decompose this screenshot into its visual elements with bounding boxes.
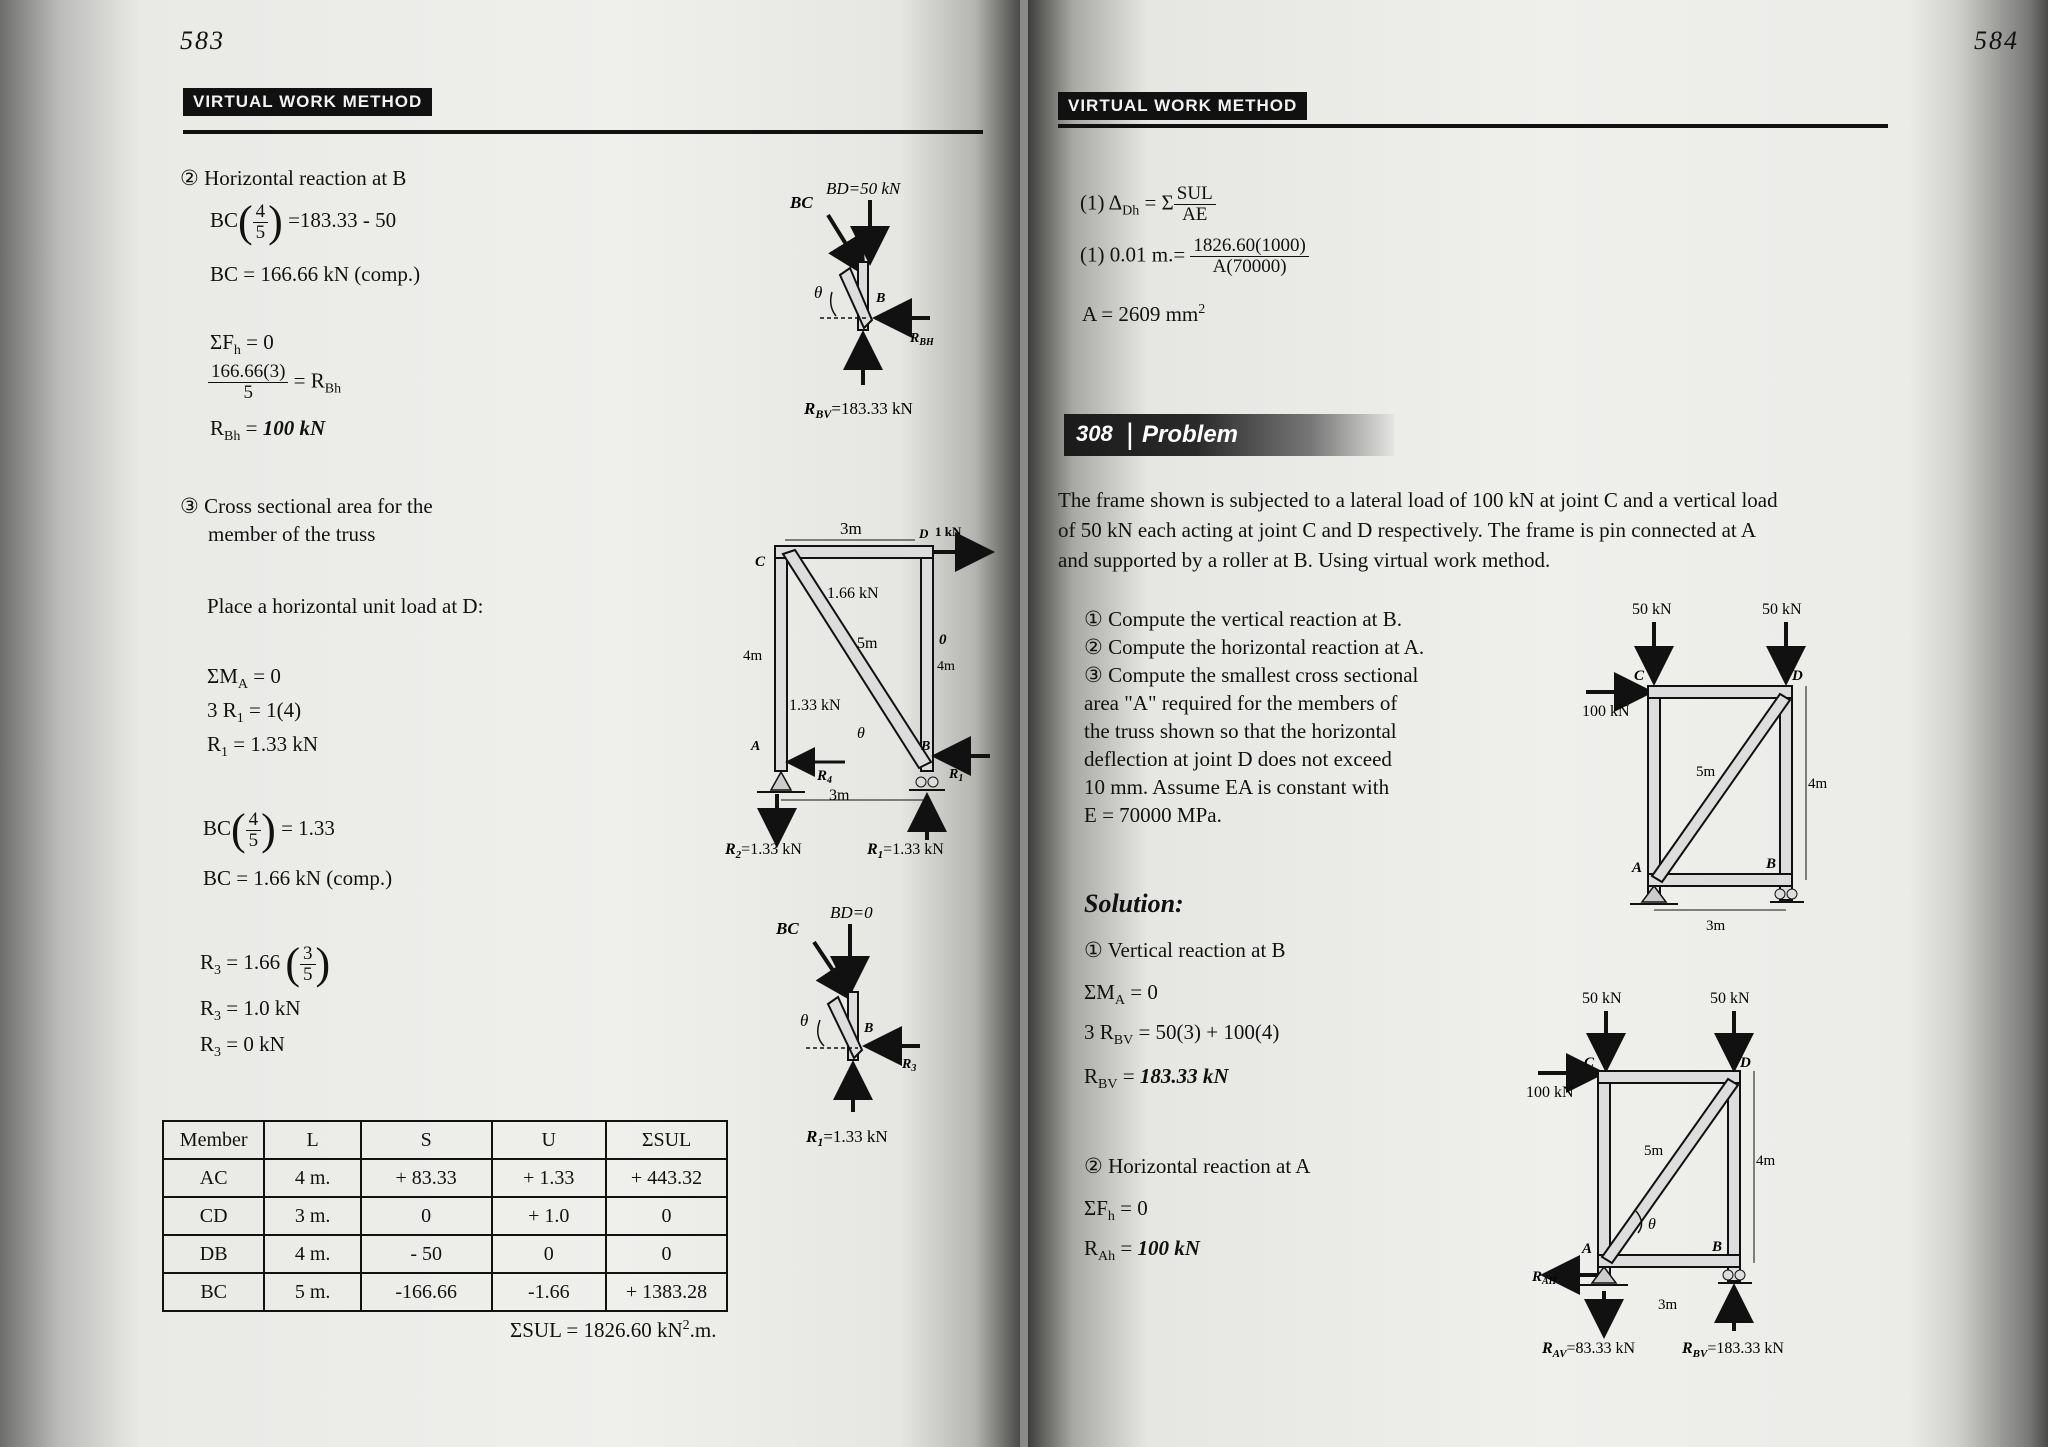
table-cell: 4 m. (264, 1235, 361, 1273)
table-cell: BC (163, 1273, 264, 1311)
label-c: C (755, 554, 766, 570)
label-5m: 5m (857, 635, 878, 652)
step3-title-line1: ③ Cross sectional area for the (180, 494, 433, 518)
table-cell: + 1.0 (492, 1197, 607, 1235)
table-cell: + 1.33 (492, 1159, 607, 1197)
table-cell: 0 (361, 1197, 492, 1235)
problem-text-line: and supported by a roller at B. Using virtual work method. (1058, 548, 1551, 572)
left-page (0, 0, 1020, 1447)
free-body-diagram-b (780, 170, 980, 420)
members-table (162, 1120, 728, 1312)
task-line: ① Compute the vertical reaction at B. (1084, 607, 1402, 631)
label-unit-load: 1 kN (935, 524, 962, 539)
step1-eq2: 3 $R_{BV} = 50(3) + 100(4)$ (1084, 1020, 1280, 1049)
problem-heading (1064, 414, 1394, 456)
table-cell: 0 (492, 1235, 607, 1273)
label-5m: 5m (1696, 764, 1716, 780)
table-cell: + 443.32 (606, 1159, 727, 1197)
label-100kn: 100 kN (1526, 1084, 1574, 1101)
step2-eq2: $R_{Ah} = 100$ kN (1084, 1236, 1200, 1265)
step2-eq1: $\Sigma F_h = 0$ (1084, 1196, 1148, 1225)
table-cell: -166.66 (361, 1273, 492, 1311)
eq-r3-result2: $R_3 = 0$ kN (200, 1032, 285, 1061)
label-c: C (1634, 668, 1645, 684)
table-cell: 0 (606, 1235, 727, 1273)
divider: | (1126, 418, 1134, 451)
step3-title-line2: member of the truss (208, 522, 376, 546)
label-100kn: 100 kN (1582, 703, 1630, 720)
label-right-4m: 4m (937, 659, 955, 674)
page-number: 584 (1974, 26, 2019, 55)
header-rule (1058, 124, 1888, 128)
label-3m: 3m (1658, 1297, 1678, 1313)
table-header: L (264, 1121, 361, 1159)
label-b: B (1766, 856, 1777, 872)
problem-text-line: of 50 kN each acting at joint C and D respectively. The frame is pin connected at A (1058, 518, 1757, 542)
problem-frame-diagram (1548, 590, 1848, 940)
task-line: the truss shown so that the horizontal (1084, 719, 1397, 743)
step2-title: ② Horizontal reaction at A (1084, 1154, 1311, 1178)
label-50kn-d: 50 kN (1710, 990, 1750, 1007)
table-cell: 4 m. (264, 1159, 361, 1197)
table-cell: 5 m. (264, 1273, 361, 1311)
label-bottom-3m: 3m (829, 787, 850, 804)
table-header: S (361, 1121, 492, 1159)
eq-frac-rbh: $\frac{166.66(3)}{5}$ = $R_{Bh}$ (208, 362, 341, 403)
eq-bc-result: BC = 166.66 kN (comp.) (210, 262, 421, 286)
label-bd: BD=0 (830, 903, 873, 922)
page-number: 583 (180, 26, 225, 55)
header-badge: VIRTUAL WORK METHOD (1058, 92, 1307, 120)
label-a: A (1582, 1241, 1593, 1257)
eq-bc2-result: BC = 1.66 kN (comp.) (203, 866, 393, 890)
label-r1: $R_1=1.33$ kN (867, 841, 944, 861)
eq-r3-result1: $R_3 = 1.0$ kN (200, 996, 301, 1025)
eq-sum-fh: $\Sigma F_h = 0$ (210, 330, 274, 359)
label-b: B (864, 1021, 874, 1036)
place-unit-load: Place a horizontal unit load at D: (207, 594, 484, 618)
label-d: D (919, 526, 929, 541)
eq-3r1: 3 $R_1 = 1(4)$ (207, 698, 302, 727)
label-b: B (921, 739, 931, 754)
problem-number: 308 (1076, 421, 1113, 446)
label-5m: 5m (1644, 1143, 1664, 1159)
label-r1-side: $R_1$ (949, 767, 964, 784)
label-rav: $R_{AV}=83.33$ kN (1542, 1340, 1636, 1360)
task-line: E = 70000 MPa. (1084, 803, 1222, 827)
label-d: D (1740, 1055, 1751, 1071)
problem-text-line: The frame shown is subjected to a lateral load of 100 kN at joint C and a vertical load (1058, 488, 1778, 512)
step2-title: ② Horizontal reaction at B (180, 166, 407, 190)
solution-title: Solution: (1084, 889, 1184, 918)
solution-frame-diagram (1498, 975, 1848, 1365)
label-c: C (1584, 1055, 1595, 1071)
label-theta: θ (814, 283, 823, 302)
label-rah: $R_{AH}$ (1532, 1269, 1557, 1287)
eq-area: A = 2609 $mm^2$ (1082, 302, 1206, 326)
table-cell: -1.66 (492, 1273, 607, 1311)
task-line: 10 mm. Assume EA is constant with (1084, 775, 1390, 799)
task-line: ② Compute the horizontal reaction at A. (1084, 635, 1425, 659)
label-bc: BC (776, 919, 799, 938)
label-d-zero: 0 (939, 632, 947, 648)
table-cell: DB (163, 1235, 264, 1273)
label-r3: $R_3$ (902, 1057, 917, 1074)
table-header: ΣSUL (606, 1121, 727, 1159)
table-cell: - 50 (361, 1235, 492, 1273)
table-cell: + 83.33 (361, 1159, 492, 1197)
label-theta: θ (800, 1011, 809, 1030)
label-left-4m: 4m (743, 648, 763, 664)
eq-sum-ma: $\Sigma M_A = 0$ (207, 664, 281, 693)
eq-deflection: (1) 0.01 m.= $\frac{1826.60(1000)}{A(70000)}$ (1080, 236, 1309, 277)
label-d: D (1792, 668, 1803, 684)
label-theta: θ (1648, 1216, 1656, 1233)
step1-eq3: $R_{BV} = 183.33$ kN (1084, 1064, 1229, 1093)
label-4m: 4m (1808, 776, 1828, 792)
eq-bc2: BC( $\frac{4}{5}$ ) = 1.33 (203, 805, 335, 854)
label-bd: BD=50 kN (826, 179, 901, 198)
table-cell: 0 (606, 1197, 727, 1235)
eq-bc: BC( $\frac{4}{5}$ ) =183.33 - 50 (210, 197, 397, 246)
label-bc: BC (790, 193, 813, 212)
label-a: A (751, 739, 761, 754)
table-row (163, 1197, 727, 1235)
label-a: A (1632, 860, 1643, 876)
task-line: ③ Compute the smallest cross sectional (1084, 663, 1419, 687)
table-row (163, 1273, 727, 1311)
table-row (163, 1235, 727, 1273)
label-theta: θ (857, 725, 865, 742)
table-header: U (492, 1121, 607, 1159)
label-rbv: $R_{BV}=183.33$ kN (804, 399, 913, 420)
label-133: 1.33 kN (789, 697, 841, 714)
table-cell: + 1383.28 (606, 1273, 727, 1311)
step1-title: ① Vertical reaction at B (1084, 938, 1286, 962)
label-r1: $R_1=1.33$ kN (806, 1127, 888, 1149)
eq-r3: $R_3 = 1.66$ ( $\frac{3}{5}$ ) (200, 939, 331, 988)
label-50kn-c: 50 kN (1582, 990, 1622, 1007)
task-line: deflection at joint D does not exceed (1084, 747, 1392, 771)
table-header-row (163, 1121, 727, 1159)
header-rule (183, 130, 983, 134)
eq-rbh: $R_{Bh} = 100$ kN (210, 416, 326, 445)
free-body-diagram-b-unit (770, 900, 980, 1150)
table-cell: AC (163, 1159, 264, 1197)
table-header: Member (163, 1121, 264, 1159)
label-r4: $R_4$ (817, 768, 833, 786)
label-4m: 4m (1756, 1153, 1776, 1169)
table-cell: 3 m. (264, 1197, 361, 1235)
label-r2: $R_2=1.33$ kN (725, 841, 802, 861)
right-page (1028, 0, 2048, 1447)
label-b: B (876, 291, 886, 306)
label-rbh: $R_{BH}$ (910, 331, 934, 348)
label-top-3m: 3m (840, 519, 862, 538)
task-line: area "A" required for the members of (1084, 691, 1398, 715)
label-3m: 3m (1706, 918, 1726, 934)
label-rbv: $R_{BV}=183.33$ kN (1682, 1340, 1784, 1360)
table-cell: CD (163, 1197, 264, 1235)
eq-r1: $R_1 = 1.33$ kN (207, 732, 319, 761)
step1-eq1: $\Sigma M_A = 0$ (1084, 980, 1158, 1009)
label-b: B (1712, 1239, 1723, 1255)
label-50kn-d: 50 kN (1762, 601, 1802, 618)
table-row (163, 1159, 727, 1197)
truss-unit-load-diagram (725, 510, 995, 870)
eq-delta: (1) $\Delta_{Dh} = \Sigma$ $\frac{\text{SUL}}{AE}$ (1080, 184, 1216, 225)
label-50kn-c: 50 kN (1632, 601, 1672, 618)
header-badge: VIRTUAL WORK METHOD (183, 88, 432, 116)
table-total: ΣSUL = 1826.60 $kN^2.m$. (510, 1318, 717, 1342)
problem-label: Problem (1142, 421, 1239, 448)
label-166: 1.66 kN (827, 585, 879, 602)
